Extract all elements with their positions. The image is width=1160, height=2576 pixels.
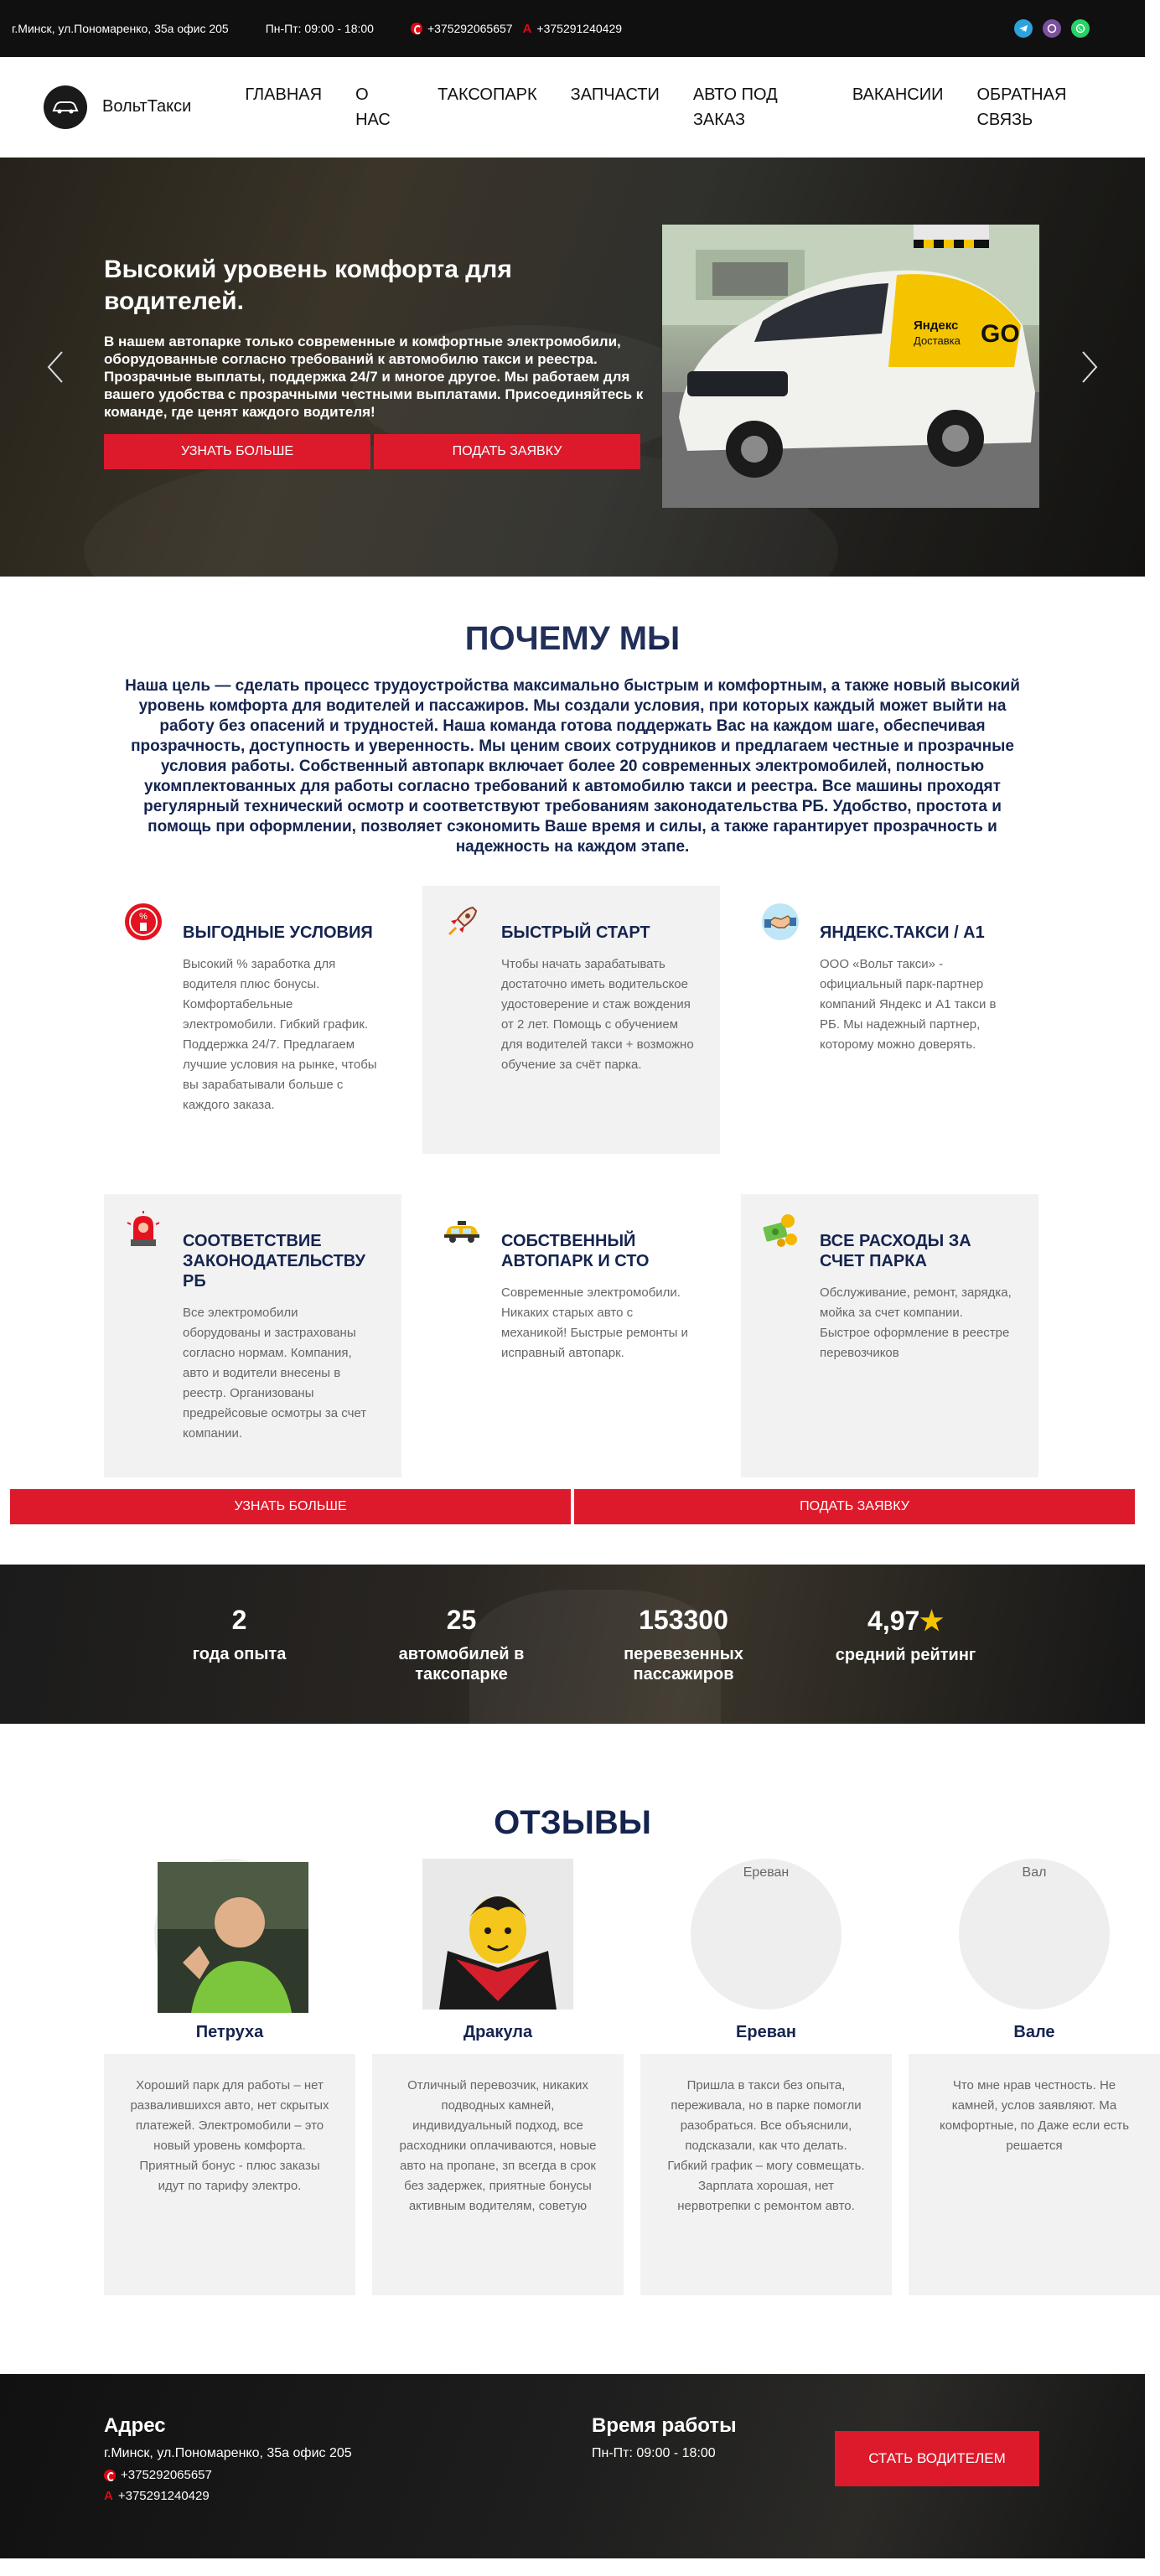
feature-title: СОБСТВЕННЫЙ АВТОПАРК И СТО (501, 1232, 650, 1270)
become-driver-button[interactable]: СТАТЬ ВОДИТЕЛЕМ (835, 2431, 1039, 2486)
rocket-icon (441, 901, 483, 943)
stat-label: года опыта (192, 1645, 287, 1663)
a1-operator-icon (104, 2470, 116, 2481)
feature-text: Современные электромобили. Никаких старых авто с механикой! Быстрые ремонты и исправный автопарк. (501, 1285, 688, 1360)
footer-hours-title: Время работы (592, 2414, 737, 2437)
feature-text: Чтобы начать зарабатывать достаточно иметь водительское удостоверение и стаж вождения от 2 лет. Помощь с обучением для водителей такси + возможно обучение за счёт парка. (501, 957, 694, 1072)
stat-value: 153300 (639, 1605, 728, 1635)
review-text: Отличный перевозчик, никаких подводных камней, индивидуальный подход, все расходники оплачиваются, новые авто на пропане, зп всегда в срок без задержек, приятные бонусы активным водителям, советую (372, 2054, 624, 2295)
main-navigation (0, 57, 1145, 158)
mts-operator-icon: A (522, 21, 532, 36)
phone-1-text: +375292065657 (427, 22, 513, 35)
stat-rating (795, 1605, 1017, 1637)
top-bar (0, 0, 1145, 57)
why-us-section (0, 577, 1145, 1524)
money-icon (759, 1209, 801, 1251)
hero-taxi-car-image (662, 225, 1039, 508)
feature-card (104, 1194, 401, 1477)
alarm-icon (122, 1209, 164, 1251)
footer-cta-column (835, 2374, 1039, 2558)
hours-text: Пн-Пт: 09:00 - 18:00 (265, 22, 374, 35)
review-item (640, 1859, 892, 2295)
hero-slider (0, 158, 1145, 577)
reviewer-name: Вале (1013, 2023, 1055, 2041)
stat-item (795, 1565, 1017, 1724)
feature-text: Обслуживание, ремонт, зарядка, мойка за счет компании. Быстрое оформление в реестре перевозчиков (820, 1285, 1012, 1360)
nav-item-about[interactable]: О НАС (355, 85, 391, 129)
svg-text:%: % (139, 912, 148, 922)
review-text: Пришла в такси без опыта, переживала, но в парке помогли разобраться. Все объяснили, подсказали, как что делать. Гибкий график – могу совмещать. Зарплата хорошая, нет нервотрепки с ремонтом авто. (640, 2054, 892, 2295)
avatar-placeholder (691, 1859, 842, 2010)
footer-hours: Пн-Пт: 09:00 - 18:00 (592, 2446, 716, 2460)
footer-address-column (104, 2374, 592, 2558)
slider-next-arrow-icon[interactable] (1076, 350, 1101, 384)
feature-text: Все электромобили оборудованы и застрахованы согласно нормам. Компания, авто и водители внесены в реестр. Организованы предрейсовые осмотры за счет компании. (183, 1306, 367, 1441)
feature-title: ВСЕ РАСХОДЫ ЗА СЧЕТ ПАРКА (820, 1232, 971, 1270)
stats-section (0, 1565, 1145, 1724)
stat-value: 2 (231, 1605, 247, 1635)
avatar-alt-text: Вал (1022, 1865, 1047, 1880)
mts-operator-icon: A (104, 2489, 113, 2503)
reviewer-name: Ереван (736, 2023, 796, 2041)
feature-card (422, 1194, 720, 1477)
feature-card (741, 1194, 1038, 1477)
stat-value: 4,97 (867, 1606, 920, 1636)
review-item (372, 1859, 624, 2295)
stat-value: 25 (446, 1605, 477, 1635)
nav-item-cars-to-order[interactable]: АВТО ПОД ЗАКАЗ (692, 85, 778, 129)
footer-address-title: Адрес (104, 2414, 166, 2437)
stat-item (572, 1565, 795, 1724)
reviews-title: ОТЗЫВЫ (494, 1804, 651, 1841)
hero-title: Высокий уровень комфорта для водителей. (104, 256, 512, 315)
footer-phone-1: +375292065657 (121, 2468, 212, 2482)
address-text: г.Минск, ул.Пономаренко, 35а офис 205 (12, 22, 229, 35)
review-text: Хороший парк для работы – нет развалившихся авто, нет скрытых платежей. Электромобили – это новый уровень комфорта. Приятный бонус - плюс заказы идут по тарифу электро. (104, 2054, 355, 2295)
slider-prev-arrow-icon[interactable] (44, 350, 69, 384)
feature-title: ВЫГОДНЫЕ УСЛОВИЯ (183, 923, 373, 942)
feature-title: ЯНДЕКС.ТАКСИ / А1 (820, 923, 985, 942)
logo[interactable] (44, 85, 191, 129)
feature-card (104, 886, 401, 1154)
viber-icon[interactable] (1043, 19, 1061, 38)
car-sign-go: GO (981, 320, 1020, 348)
review-item (104, 1859, 355, 2295)
reviews-carousel[interactable] (104, 1859, 1130, 2295)
phone-link-2[interactable] (523, 22, 622, 36)
telegram-icon[interactable] (1014, 19, 1033, 38)
a1-operator-icon (411, 23, 422, 34)
nav-item-home[interactable]: ГЛАВНАЯ (245, 85, 323, 104)
hero-content (104, 254, 645, 469)
nav-item-vacancies[interactable]: ВАКАНСИИ (852, 85, 944, 104)
footer-phone-link-2[interactable] (104, 2489, 592, 2503)
feature-text: Высокий % заработка для водителя плюс бонусы. Комфортабельные электромобили. Гибкий график. Поддержка 24/7. Предлагаем лучшие условия на рынке, чтобы вы зарабатывали больше с каждого заказа. (183, 957, 377, 1112)
phone-2-text: +375291240429 (536, 22, 623, 35)
social-links (1014, 19, 1090, 38)
hero-apply-button[interactable]: ПОДАТЬ ЗАЯВКУ (374, 434, 640, 469)
footer-phone-2: +375291240429 (117, 2489, 210, 2503)
hero-learn-more-button[interactable]: УЗНАТЬ БОЛЬШЕ (104, 434, 370, 469)
reviews-section (0, 1724, 1145, 2374)
footer (0, 2374, 1145, 2558)
learn-more-button[interactable]: УЗНАТЬ БОЛЬШЕ (10, 1489, 571, 1524)
reviewer-name: Петруха (195, 2023, 264, 2041)
features-grid (104, 886, 1041, 1477)
avatar-placeholder (959, 1859, 1110, 2010)
why-us-text: Наша цель — сделать процесс трудоустройства максимально быстрым и комфортным, а также новый высокий уровень комфорта для водителей и пассажиров. Мы создали условия, при которых каждый может выйти на работу без опасений и трудностей. Наша команда готова поддержать Вас на каждом шаге, обеспечивая прозрачность, доступность и уверенность. Мы ценим своих сотрудников и предлагаем честные и прозрачные условия работы. Собственный автопарк включает более 20 современных электромобилей, полностью укомплектованных для работы согласно требований к автомобилю такси и реестра. Все машины проходят регулярный технический осмотр и соответствуют требованиям законодательства РБ. Удобство, простота и помощь при оформлении, позволяет сэкономить Ваше время и силы, а также гарантирует прозрачность и надежность на каждом этапе. (125, 677, 1020, 856)
car-sign-1: Яндекс (914, 318, 959, 333)
avatar (154, 1859, 305, 2010)
apply-button[interactable]: ПОДАТЬ ЗАЯВКУ (574, 1489, 1135, 1524)
phone-link-1[interactable] (411, 22, 513, 35)
whatsapp-icon[interactable] (1071, 19, 1090, 38)
stat-label: автомобилей в таксопарке (398, 1645, 525, 1684)
feature-text: ООО «Вольт такси» - официальный парк-партнер компаний Яндекс и А1 такси в РБ. Мы надежный партнер, которому можно доверять. (820, 957, 997, 1052)
why-us-title: ПОЧЕМУ МЫ (464, 620, 681, 657)
feature-title: БЫСТРЫЙ СТАРТ (501, 923, 650, 942)
percent-icon (122, 901, 164, 943)
footer-hours-column (592, 2374, 835, 2558)
footer-address: г.Минск, ул.Пономаренко, 35а офис 205 (104, 2446, 352, 2460)
nav-item-parts[interactable]: ЗАПЧАСТИ (570, 85, 660, 104)
footer-phone-link-1[interactable] (104, 2468, 592, 2482)
nav-menu (245, 82, 1136, 132)
reviewer-name: Дракула (463, 2023, 533, 2041)
star-icon: ★ (919, 1606, 944, 1636)
feature-card (422, 886, 720, 1154)
nav-item-feedback[interactable]: ОБРАТНАЯ СВЯЗЬ (976, 85, 1067, 129)
nav-item-fleet[interactable]: ТАКСОПАРК (438, 85, 537, 104)
feature-card (741, 886, 1038, 1154)
stat-item (128, 1565, 350, 1724)
brand-name: ВольтТакси (102, 97, 192, 116)
avatar-alt-text: Ереван (743, 1865, 790, 1880)
stat-item (350, 1565, 572, 1724)
avatar (422, 1859, 573, 2010)
stat-label: средний рейтинг (835, 1646, 976, 1664)
review-text: Что мне нрав честность. Не камней, услов заявляют. Ма комфортные, по Даже если есть решается (909, 2054, 1160, 2295)
review-item (909, 1859, 1160, 2295)
hero-text: В нашем автопарке только современные и комфортные электромобили, оборудованные согласно требований к автомобилю такси и реестра. Прозрачные выплаты, поддержка 24/7 и многое другое. Мы работаем для вашего удобства с прозрачными честными выплатами. Присоединяйтесь к команде, где ценят каждого водителя! (104, 334, 644, 420)
stat-label: перевезенных пассажиров (624, 1645, 743, 1684)
handshake-icon (759, 901, 801, 943)
logo-car-icon (44, 85, 87, 129)
taxi-car-icon (441, 1209, 483, 1251)
car-sign-2: Доставка (914, 334, 961, 347)
feature-title: СООТВЕТСТВИЕ ЗАКОНОДАТЕЛЬСТВУ РБ (183, 1232, 365, 1291)
